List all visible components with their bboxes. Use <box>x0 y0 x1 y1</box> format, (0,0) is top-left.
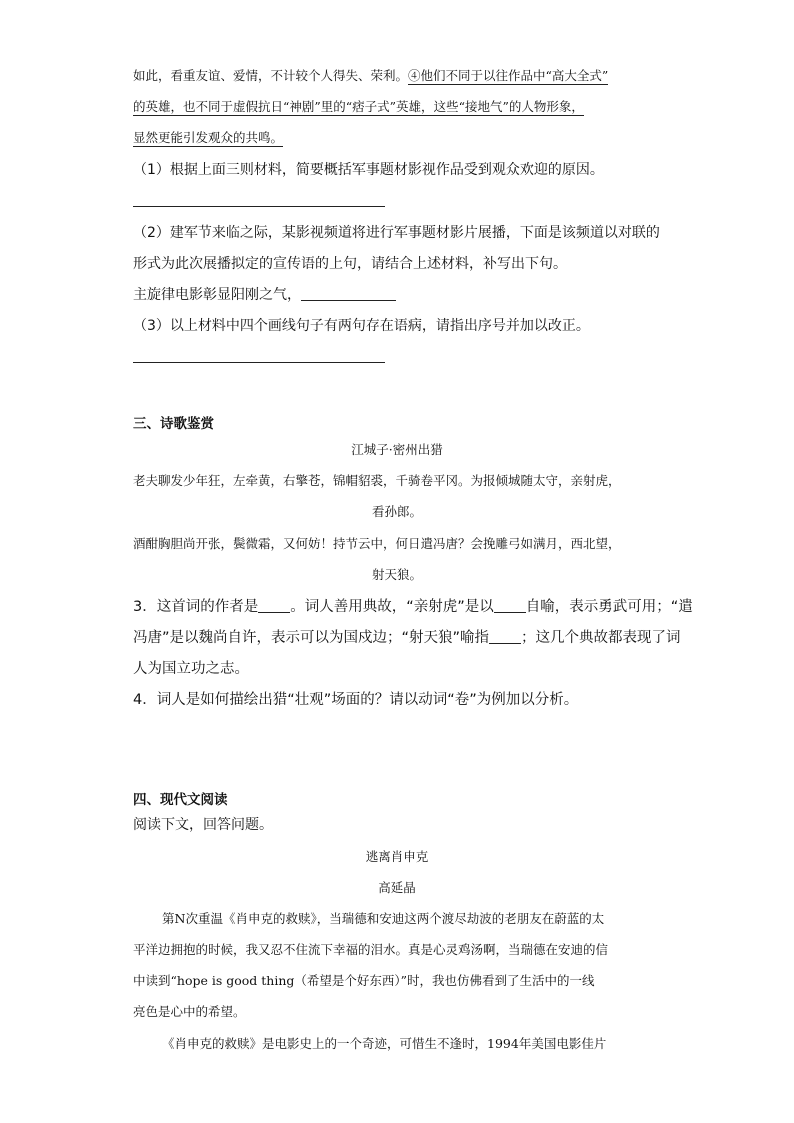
poem-line-3: 酒酣胸胆尚开张，鬓微霜，又何妨！持节云中，何日遣冯唐？会挽雕弓如满月，西北望， <box>133 536 621 551</box>
question-3-line-1 <box>133 597 693 617</box>
underlined-sentence-4-middle: 的英雄，也不同于虚假抗日“神剧”里的“痞子式”英雄，这些“接地气”的人物形象， <box>133 99 584 114</box>
underlined-sentence-4-start: ④他们不同于以往作品中“高大全式” <box>408 68 609 83</box>
q3-text-c: 自喻，表示勇武可用；“遣 <box>525 599 693 615</box>
article-p1-line-2: 平洋边拥抱的时候，我又忍不住流下幸福的泪水。真是心灵鸡汤啊，当瑞德在安迪的信 <box>133 942 609 957</box>
couplet-answer-blank[interactable] <box>301 286 396 301</box>
question-4: 4．词人是如何描绘出猎“壮观”场面的？请以动词“卷”为例加以分析。 <box>133 692 579 708</box>
poem-title: 江城子·密州出猎 <box>351 442 443 457</box>
q3-text-e: ；这几个典故都表现了词 <box>521 630 681 646</box>
question-2-line-2: 形式为此次展播拟定的宣传语的上句，请结合上述材料，补写出下句。 <box>133 256 567 272</box>
material-line-1 <box>133 66 608 86</box>
article-p1-line-3: 中读到“hope is good thing（希望是个好东西）”时，我也仿佛看到了生活中的一线 <box>133 973 595 988</box>
poem-line-1: 老夫聊发少年狂，左牵黄，右擎苍，锦帽貂裘，千骑卷平冈。为报倾城随太守，亲射虎， <box>133 473 621 488</box>
answer-line-1[interactable] <box>133 206 385 207</box>
question-1: （1）根据上面三则材料，简要概括军事题材影视作品受到观众欢迎的原因。 <box>133 162 604 178</box>
author-blank[interactable] <box>258 598 290 613</box>
article-title: 逃离肖申克 <box>365 849 429 864</box>
article-p1-line-1: 第N次重温《肖申克的救赎》，当瑞德和安迪这两个渡尽劫波的老朋友在蔚蓝的太 <box>162 911 605 926</box>
answer-line-3[interactable] <box>133 362 385 363</box>
couplet-first-line: 主旋律电影彰显阳刚之气， <box>133 287 301 303</box>
poem-line-4: 射天狼。 <box>371 567 422 582</box>
section-3-heading: 三、诗歌鉴赏 <box>133 416 214 432</box>
material-line-3 <box>133 128 283 148</box>
q3-text-d: 冯唐”是以魏尚自许，表示可以为国戍边；“射天狼”喻指 <box>133 630 490 646</box>
question-2-line-3 <box>133 285 396 305</box>
question-3: （3）以上材料中四个画线句子有两句存在语病，请指出序号并加以改正。 <box>133 318 590 334</box>
self-metaphor-blank[interactable] <box>494 598 526 613</box>
reading-instruction: 阅读下文，回答问题。 <box>133 817 273 833</box>
material-line-2 <box>133 97 584 117</box>
question-3-line-3: 人为国立功之志。 <box>133 661 249 677</box>
poem-line-2: 看孙郎。 <box>371 504 422 519</box>
article-p1-line-4: 亮色是心中的希望。 <box>133 1004 246 1019</box>
q3-text-a: 3．这首词的作者是 <box>133 599 259 615</box>
tianlang-blank[interactable] <box>489 629 521 644</box>
material-line-1-plain: 如此，看重友谊、爱情，不计较个人得失、荣利。 <box>133 68 409 83</box>
article-author: 高延晶 <box>378 880 416 895</box>
underlined-sentence-4-end: 显然更能引发观众的共鸣。 <box>133 130 284 145</box>
q3-text-b: 。词人善用典故，“亲射虎”是以 <box>290 599 494 615</box>
question-3-line-2 <box>133 628 681 648</box>
question-2-line-1: （2）建军节来临之际，某影视频道将进行军事题材影片展播，下面是该频道以对联的 <box>133 225 660 241</box>
article-p2-line-1: 《肖申克的救赎》是电影史上的一个奇迹，可惜生不逢时，1994年美国电影佳片 <box>162 1036 607 1051</box>
section-4-heading: 四、现代文阅读 <box>133 792 228 808</box>
